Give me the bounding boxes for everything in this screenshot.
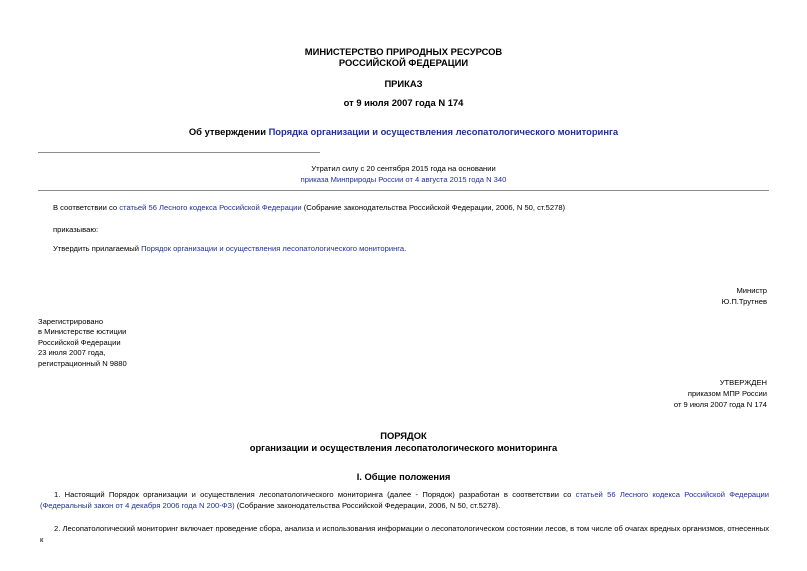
repeal-order-link[interactable]: приказа Минприроды России от 4 августа 2015 года N 340 — [300, 175, 507, 184]
section-heading-1: I. Общие положения — [356, 471, 451, 482]
registration-block — [38, 317, 127, 369]
registration-line-4: 23 июля 2007 года, — [38, 348, 106, 358]
registration-line-2: в Министерстве юстиции — [38, 327, 127, 337]
registration-line-3: Российской Федерации — [38, 337, 121, 347]
registration-line-1: Зарегистрировано — [38, 317, 104, 326]
doc-title-link[interactable]: Порядка организации и осуществления лесопатологического мониторинга — [268, 126, 619, 137]
approved-line-3: от 9 июля 2007 года N 174 — [673, 400, 767, 409]
preamble — [53, 203, 773, 213]
approve-text-after: . — [404, 244, 407, 253]
preamble-text-before: В соответствии со — [53, 203, 120, 212]
order-word: приказываю: — [53, 225, 99, 234]
signature-name: Ю.П.Трутнев — [721, 297, 767, 306]
doc-type: ПРИКАЗ — [384, 78, 423, 89]
approve-text-before: Утвердить прилагаемый — [53, 244, 142, 253]
approve-line — [53, 244, 773, 254]
para1-forest-code-link[interactable]: статьей 56 Лесного кодекса Российской Федерации — [575, 490, 769, 499]
para1-text-after: (Собрание законодательства Российской Федерации, 2006, N 50, ст.5278). — [234, 501, 501, 510]
para1-text-before: 1. Настоящий Порядок организации и осуществления лесопатологического мониторинга (далее - Порядок) разработан в соответствии со — [54, 490, 576, 499]
approved-line-1: УТВЕРЖДЕН — [719, 378, 767, 387]
status-line-1: Утратил силу с 20 сентября 2015 года на основании — [311, 164, 496, 173]
registration-line-5: регистрационный N 9880 — [38, 358, 127, 368]
long-divider — [38, 190, 769, 191]
paragraph-1 — [40, 489, 769, 511]
paragraph-2: 2. Лесопатологический мониторинг включает проведение сбора, анализа и использования информации о лесопатологическом состоянии лесов, в том числе об очагах вредных организмов, отнесенных к — [40, 524, 769, 544]
doc-title — [0, 126, 807, 138]
ministry-line-2: РОССИЙСКОЙ ФЕДЕРАЦИИ — [338, 57, 469, 68]
status-line-2 — [0, 175, 807, 185]
preamble-text-after: (Собрание законодательства Российской Федерации, 2006, N 50, ст.5278) — [301, 203, 566, 212]
doc-date: от 9 июля 2007 года N 174 — [343, 97, 464, 108]
approved-line-2: приказом МПР России — [687, 389, 767, 398]
forest-code-article-link[interactable]: статьей 56 Лесного кодекса Российской Федерации — [119, 203, 302, 212]
para1-federal-law-link[interactable]: (Федеральный закон от 4 декабря 2006 года N 200-ФЗ) — [40, 501, 235, 510]
procedure-link[interactable]: Порядок организации и осуществления лесопатологического мониторинга — [141, 244, 405, 253]
short-divider — [38, 152, 320, 153]
signature-position: Министр — [736, 286, 767, 295]
doc-title-prefix: Об утверждении — [188, 126, 269, 137]
ministry-line-1: МИНИСТЕРСТВО ПРИРОДНЫХ РЕСУРСОВ — [304, 46, 503, 57]
procedure-subtitle: организации и осуществления лесопатологического мониторинга — [249, 442, 558, 453]
procedure-title: ПОРЯДОК — [380, 430, 427, 441]
